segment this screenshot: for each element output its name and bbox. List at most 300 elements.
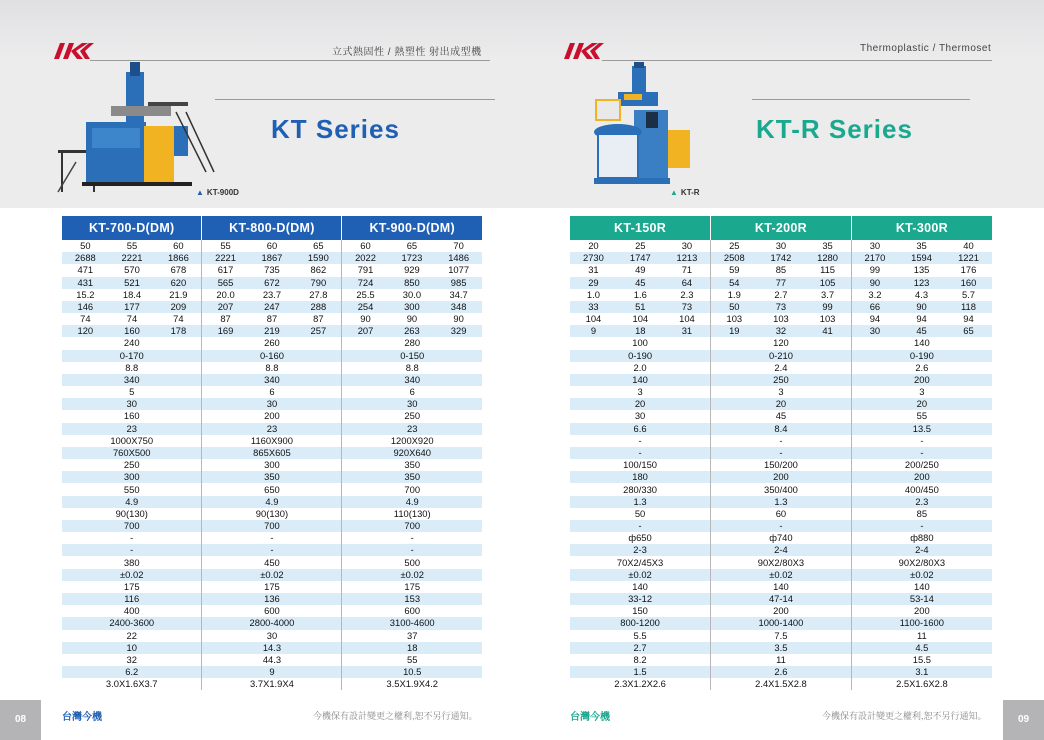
table-cell: 20.0 bbox=[202, 289, 249, 301]
table-row bbox=[570, 337, 992, 349]
table-cell: 200 bbox=[851, 605, 992, 617]
machine-image-ktr bbox=[594, 62, 694, 190]
table-cell: 23.7 bbox=[249, 289, 296, 301]
table-cell: 280 bbox=[342, 337, 482, 349]
table-cell: 53-14 bbox=[851, 593, 992, 605]
table-cell: 160 bbox=[62, 410, 202, 422]
table-cell: 550 bbox=[62, 483, 202, 495]
table-cell: 0-170 bbox=[62, 350, 202, 362]
table-row bbox=[570, 471, 992, 483]
table-cell: 2170 bbox=[851, 252, 898, 264]
table-cell: 300 bbox=[202, 459, 342, 471]
table-cell: 104 bbox=[617, 313, 664, 325]
table-row bbox=[62, 240, 482, 252]
table-cell: 160 bbox=[945, 277, 992, 289]
table-row bbox=[62, 350, 482, 362]
table-row bbox=[570, 617, 992, 629]
triangle-icon: ▲ bbox=[670, 188, 678, 197]
table-row bbox=[62, 581, 482, 593]
table-row bbox=[62, 617, 482, 629]
table-cell: 146 bbox=[62, 301, 109, 313]
table-cell: 200 bbox=[202, 410, 342, 422]
table-cell: 90(130) bbox=[202, 508, 342, 520]
table-cell: 250 bbox=[711, 374, 852, 386]
table-cell: 54 bbox=[711, 277, 758, 289]
table-row bbox=[570, 325, 992, 337]
table-cell: ±0.02 bbox=[202, 569, 342, 581]
kk-logo-icon bbox=[562, 42, 604, 60]
table-cell: - bbox=[851, 435, 992, 447]
table-cell: 40 bbox=[945, 240, 992, 252]
table-cell: 100 bbox=[570, 337, 711, 349]
table-cell: 20 bbox=[711, 398, 852, 410]
table-cell: 64 bbox=[664, 277, 711, 289]
table-cell: 4.3 bbox=[898, 289, 945, 301]
table-cell: 1867 bbox=[249, 252, 296, 264]
table-cell: 120 bbox=[62, 325, 109, 337]
table-cell: - bbox=[711, 435, 852, 447]
triangle-icon: ▲ bbox=[196, 188, 204, 197]
table-cell: 30 bbox=[342, 398, 482, 410]
table-cell: 77 bbox=[758, 277, 805, 289]
table-row bbox=[62, 569, 482, 581]
table-cell: 55 bbox=[202, 240, 249, 252]
table-cell: 100/150 bbox=[570, 459, 711, 471]
table-cell: - bbox=[570, 520, 711, 532]
table-cell: ф650 bbox=[570, 532, 711, 544]
table-row bbox=[62, 301, 482, 313]
table-cell: 3100-4600 bbox=[342, 617, 482, 629]
table-cell: 431 bbox=[62, 277, 109, 289]
table-cell: 2.7 bbox=[758, 289, 805, 301]
table-cell: 104 bbox=[570, 313, 617, 325]
table-cell: 29 bbox=[570, 277, 617, 289]
table-row bbox=[570, 544, 992, 556]
table-cell: - bbox=[342, 544, 482, 556]
table-cell: 350 bbox=[342, 459, 482, 471]
table-cell: 31 bbox=[570, 264, 617, 276]
table-cell: 254 bbox=[342, 301, 389, 313]
table-cell: 180 bbox=[570, 471, 711, 483]
table-cell: 71 bbox=[664, 264, 711, 276]
table-cell: 10.5 bbox=[342, 666, 482, 678]
table-row bbox=[570, 678, 992, 690]
table-cell: 32 bbox=[758, 325, 805, 337]
table-cell: 2-4 bbox=[711, 544, 852, 556]
table-cell: 150/200 bbox=[711, 459, 852, 471]
table-row bbox=[62, 544, 482, 556]
table-cell: 200 bbox=[711, 605, 852, 617]
table-cell: 672 bbox=[249, 277, 296, 289]
table-row bbox=[570, 581, 992, 593]
table-cell: 700 bbox=[342, 483, 482, 495]
table-cell: 1.5 bbox=[570, 666, 711, 678]
table-cell: 2.6 bbox=[851, 362, 992, 374]
table-cell: 500 bbox=[342, 556, 482, 568]
table-cell: 90 bbox=[851, 277, 898, 289]
series-title: KT-R Series bbox=[756, 114, 913, 144]
table-cell: 2508 bbox=[711, 252, 758, 264]
table-cell: 55 bbox=[342, 654, 482, 666]
table-cell: 1594 bbox=[898, 252, 945, 264]
table-cell: 60 bbox=[711, 508, 852, 520]
table-cell: 140 bbox=[711, 581, 852, 593]
table-cell: 700 bbox=[62, 520, 202, 532]
table-cell: 3.5 bbox=[711, 642, 852, 654]
table-row bbox=[570, 277, 992, 289]
table-cell: 2.5X1.6X2.8 bbox=[851, 678, 992, 690]
table-cell: 120 bbox=[711, 337, 852, 349]
table-row bbox=[62, 277, 482, 289]
table-cell: 60 bbox=[249, 240, 296, 252]
table-cell: 20 bbox=[851, 398, 992, 410]
table-cell: 110(130) bbox=[342, 508, 482, 520]
table-cell: 175 bbox=[202, 581, 342, 593]
table-cell: 700 bbox=[342, 520, 482, 532]
table-row bbox=[570, 654, 992, 666]
table-row bbox=[62, 289, 482, 301]
table-cell: 1747 bbox=[617, 252, 664, 264]
table-cell: 21.9 bbox=[155, 289, 202, 301]
table-cell: 257 bbox=[295, 325, 342, 337]
table-cell: 30 bbox=[570, 410, 711, 422]
table-cell: 0-190 bbox=[851, 350, 992, 362]
table-cell: 1213 bbox=[664, 252, 711, 264]
table-cell: 103 bbox=[804, 313, 851, 325]
table-cell: 200 bbox=[851, 471, 992, 483]
table-cell: 380 bbox=[62, 556, 202, 568]
table-cell: 99 bbox=[851, 264, 898, 276]
table-cell: 23 bbox=[202, 423, 342, 435]
table-row bbox=[62, 654, 482, 666]
table-cell: 3.2 bbox=[851, 289, 898, 301]
table-cell: 8.8 bbox=[62, 362, 202, 374]
table-cell: 47-14 bbox=[711, 593, 852, 605]
table-cell: 3.0X1.6X3.7 bbox=[62, 678, 202, 690]
table-row bbox=[570, 362, 992, 374]
table-cell: 65 bbox=[389, 240, 436, 252]
table-row bbox=[570, 447, 992, 459]
table-cell: 9 bbox=[202, 666, 342, 678]
table-row bbox=[570, 350, 992, 362]
table-cell: 3 bbox=[851, 386, 992, 398]
table-cell: 1.0 bbox=[570, 289, 617, 301]
table-cell: 340 bbox=[62, 374, 202, 386]
table-row bbox=[570, 301, 992, 313]
table-row bbox=[62, 252, 482, 264]
table-cell: 2.4X1.5X2.8 bbox=[711, 678, 852, 690]
table-cell: 450 bbox=[202, 556, 342, 568]
table-row bbox=[62, 483, 482, 495]
table-cell: 2.6 bbox=[711, 666, 852, 678]
header-rule bbox=[90, 60, 490, 61]
table-cell: 65 bbox=[945, 325, 992, 337]
table-cell: 87 bbox=[249, 313, 296, 325]
table-row bbox=[570, 435, 992, 447]
table-cell: 3 bbox=[711, 386, 852, 398]
table-cell: - bbox=[851, 447, 992, 459]
model-header: KT-900-D(DM) bbox=[342, 216, 482, 240]
table-row bbox=[62, 459, 482, 471]
table-cell: 103 bbox=[711, 313, 758, 325]
table-cell: 27.8 bbox=[295, 289, 342, 301]
table-cell: 929 bbox=[389, 264, 436, 276]
table-cell: 90 bbox=[342, 313, 389, 325]
table-row bbox=[62, 313, 482, 325]
table-cell: 617 bbox=[202, 264, 249, 276]
table-cell: 55 bbox=[851, 410, 992, 422]
table-cell: 22 bbox=[62, 630, 202, 642]
table-cell: 20 bbox=[570, 240, 617, 252]
title-rule bbox=[752, 99, 970, 100]
table-row bbox=[570, 642, 992, 654]
model-header: KT-300R bbox=[851, 216, 992, 240]
table-cell: 521 bbox=[109, 277, 156, 289]
table-cell: 35 bbox=[804, 240, 851, 252]
model-caption: ▲ KT-900D bbox=[196, 188, 239, 197]
brand-name: 台灣今機 bbox=[570, 712, 610, 723]
table-cell: 735 bbox=[249, 264, 296, 276]
table-cell: 176 bbox=[945, 264, 992, 276]
table-cell: 209 bbox=[155, 301, 202, 313]
table-row bbox=[570, 605, 992, 617]
table-row bbox=[570, 593, 992, 605]
table-cell: 1100-1600 bbox=[851, 617, 992, 629]
table-cell: 160 bbox=[109, 325, 156, 337]
table-row bbox=[62, 630, 482, 642]
table-cell: 175 bbox=[342, 581, 482, 593]
table-cell: 66 bbox=[851, 301, 898, 313]
table-cell: ±0.02 bbox=[570, 569, 711, 581]
table-cell: 34.7 bbox=[435, 289, 482, 301]
table-row bbox=[570, 240, 992, 252]
table-cell: 41 bbox=[804, 325, 851, 337]
table-row bbox=[570, 410, 992, 422]
table-cell: 600 bbox=[342, 605, 482, 617]
table-cell: 2800-4000 bbox=[202, 617, 342, 629]
table-cell: 37 bbox=[342, 630, 482, 642]
table-cell: ф740 bbox=[711, 532, 852, 544]
table-row bbox=[62, 447, 482, 459]
table-cell: 30 bbox=[202, 398, 342, 410]
table-cell: 6 bbox=[342, 386, 482, 398]
table-cell: 169 bbox=[202, 325, 249, 337]
table-cell: 250 bbox=[342, 410, 482, 422]
page-right bbox=[522, 0, 1044, 740]
model-header: KT-200R bbox=[711, 216, 852, 240]
table-cell: 175 bbox=[62, 581, 202, 593]
table-cell: 50 bbox=[570, 508, 711, 520]
spec-table-kt bbox=[62, 216, 482, 690]
table-cell: 300 bbox=[62, 471, 202, 483]
table-cell: 140 bbox=[570, 374, 711, 386]
table-cell: 2221 bbox=[202, 252, 249, 264]
table-cell: 700 bbox=[202, 520, 342, 532]
table-cell: - bbox=[570, 447, 711, 459]
table-cell: 136 bbox=[202, 593, 342, 605]
table-cell: 5 bbox=[62, 386, 202, 398]
table-cell: 8.2 bbox=[570, 654, 711, 666]
table-cell: 0-150 bbox=[342, 350, 482, 362]
table-cell: 153 bbox=[342, 593, 482, 605]
table-row bbox=[62, 337, 482, 349]
table-cell: 177 bbox=[109, 301, 156, 313]
table-cell: 4.5 bbox=[851, 642, 992, 654]
table-cell: 90X2/80X3 bbox=[711, 556, 852, 568]
table-cell: - bbox=[711, 447, 852, 459]
table-cell: 350 bbox=[202, 471, 342, 483]
table-cell: 8.8 bbox=[202, 362, 342, 374]
table-cell: 1221 bbox=[945, 252, 992, 264]
table-cell: 3.7X1.9X4 bbox=[202, 678, 342, 690]
table-cell: ±0.02 bbox=[851, 569, 992, 581]
table-cell: 862 bbox=[295, 264, 342, 276]
notice-text: 今機保有設計變更之權利,恕不另行通知。 bbox=[313, 711, 478, 721]
table-row bbox=[62, 410, 482, 422]
table-cell: 50 bbox=[711, 301, 758, 313]
table-cell: 178 bbox=[155, 325, 202, 337]
table-cell: 1160X900 bbox=[202, 435, 342, 447]
table-cell: 247 bbox=[249, 301, 296, 313]
table-cell: 8.4 bbox=[711, 423, 852, 435]
table-cell: 240 bbox=[62, 337, 202, 349]
table-cell: 104 bbox=[664, 313, 711, 325]
table-cell: 25 bbox=[617, 240, 664, 252]
table-cell: 135 bbox=[898, 264, 945, 276]
table-row bbox=[570, 289, 992, 301]
table-row bbox=[570, 252, 992, 264]
table-cell: 1.3 bbox=[570, 496, 711, 508]
table-cell: 115 bbox=[804, 264, 851, 276]
table-row bbox=[62, 605, 482, 617]
table-cell: 3 bbox=[570, 386, 711, 398]
table-cell: 600 bbox=[202, 605, 342, 617]
table-row bbox=[62, 374, 482, 386]
model-header: KT-700-D(DM) bbox=[62, 216, 202, 240]
table-cell: 15.5 bbox=[851, 654, 992, 666]
table-cell: 6.6 bbox=[570, 423, 711, 435]
model-header: KT-800-D(DM) bbox=[202, 216, 342, 240]
table-cell: 1077 bbox=[435, 264, 482, 276]
table-row bbox=[62, 386, 482, 398]
table-cell: 50 bbox=[62, 240, 109, 252]
table-cell: 33 bbox=[570, 301, 617, 313]
table-cell: 1486 bbox=[435, 252, 482, 264]
table-cell: 118 bbox=[945, 301, 992, 313]
table-cell: - bbox=[342, 532, 482, 544]
table-cell: 60 bbox=[342, 240, 389, 252]
table-cell: 74 bbox=[109, 313, 156, 325]
table-cell: 865X605 bbox=[202, 447, 342, 459]
table-cell: 85 bbox=[851, 508, 992, 520]
table-cell: 3.1 bbox=[851, 666, 992, 678]
table-cell: 2400-3600 bbox=[62, 617, 202, 629]
table-row bbox=[62, 362, 482, 374]
table-row bbox=[570, 483, 992, 495]
title-rule bbox=[215, 99, 495, 100]
table-row bbox=[570, 630, 992, 642]
table-row bbox=[62, 520, 482, 532]
table-row bbox=[570, 459, 992, 471]
table-cell: 340 bbox=[202, 374, 342, 386]
table-cell: 263 bbox=[389, 325, 436, 337]
table-cell: 103 bbox=[758, 313, 805, 325]
table-row bbox=[62, 556, 482, 568]
table-cell: 45 bbox=[617, 277, 664, 289]
table-cell: 920X640 bbox=[342, 447, 482, 459]
table-row bbox=[62, 642, 482, 654]
table-cell: 90(130) bbox=[62, 508, 202, 520]
table-cell: 85 bbox=[758, 264, 805, 276]
table-cell: 6 bbox=[202, 386, 342, 398]
table-row bbox=[62, 471, 482, 483]
table-cell: 140 bbox=[851, 337, 992, 349]
table-row bbox=[570, 398, 992, 410]
table-cell: - bbox=[570, 435, 711, 447]
table-cell: 280/330 bbox=[570, 483, 711, 495]
table-row bbox=[570, 556, 992, 568]
table-cell: 45 bbox=[711, 410, 852, 422]
table-cell: 30 bbox=[62, 398, 202, 410]
table-cell: 1280 bbox=[804, 252, 851, 264]
table-cell: 25 bbox=[711, 240, 758, 252]
table-cell: 5.7 bbox=[945, 289, 992, 301]
table-cell: 760X500 bbox=[62, 447, 202, 459]
series-title: KT Series bbox=[271, 114, 400, 144]
header-rule bbox=[602, 60, 992, 61]
table-cell: 724 bbox=[342, 277, 389, 289]
table-cell: - bbox=[62, 544, 202, 556]
table-row bbox=[62, 398, 482, 410]
table-cell: 70X2/45X3 bbox=[570, 556, 711, 568]
table-cell: 123 bbox=[898, 277, 945, 289]
table-cell: 30 bbox=[851, 240, 898, 252]
table-cell: 87 bbox=[295, 313, 342, 325]
table-row bbox=[570, 313, 992, 325]
model-caption: ▲ KT-R bbox=[670, 188, 700, 197]
table-cell: 0-160 bbox=[202, 350, 342, 362]
table-row bbox=[570, 496, 992, 508]
machine-image-kt900d bbox=[56, 62, 216, 196]
table-cell: 49 bbox=[617, 264, 664, 276]
table-cell: 2-4 bbox=[851, 544, 992, 556]
table-cell: 1742 bbox=[758, 252, 805, 264]
table-cell: 2-3 bbox=[570, 544, 711, 556]
table-cell: - bbox=[851, 520, 992, 532]
table-cell: 30 bbox=[202, 630, 342, 642]
table-row bbox=[570, 532, 992, 544]
table-cell: 400/450 bbox=[851, 483, 992, 495]
table-cell: 348 bbox=[435, 301, 482, 313]
table-cell: 300 bbox=[389, 301, 436, 313]
table-cell: 288 bbox=[295, 301, 342, 313]
table-cell: 6.2 bbox=[62, 666, 202, 678]
table-cell: 350 bbox=[342, 471, 482, 483]
table-cell: 340 bbox=[342, 374, 482, 386]
table-cell: 94 bbox=[898, 313, 945, 325]
table-cell: ±0.02 bbox=[711, 569, 852, 581]
table-cell: 4.9 bbox=[342, 496, 482, 508]
table-cell: 2.3 bbox=[851, 496, 992, 508]
table-cell: 200/250 bbox=[851, 459, 992, 471]
table-cell: 207 bbox=[202, 301, 249, 313]
table-cell: 105 bbox=[804, 277, 851, 289]
table-cell: 30.0 bbox=[389, 289, 436, 301]
table-cell: 74 bbox=[62, 313, 109, 325]
table-cell: 2221 bbox=[109, 252, 156, 264]
table-row bbox=[570, 520, 992, 532]
table-cell: 5.5 bbox=[570, 630, 711, 642]
